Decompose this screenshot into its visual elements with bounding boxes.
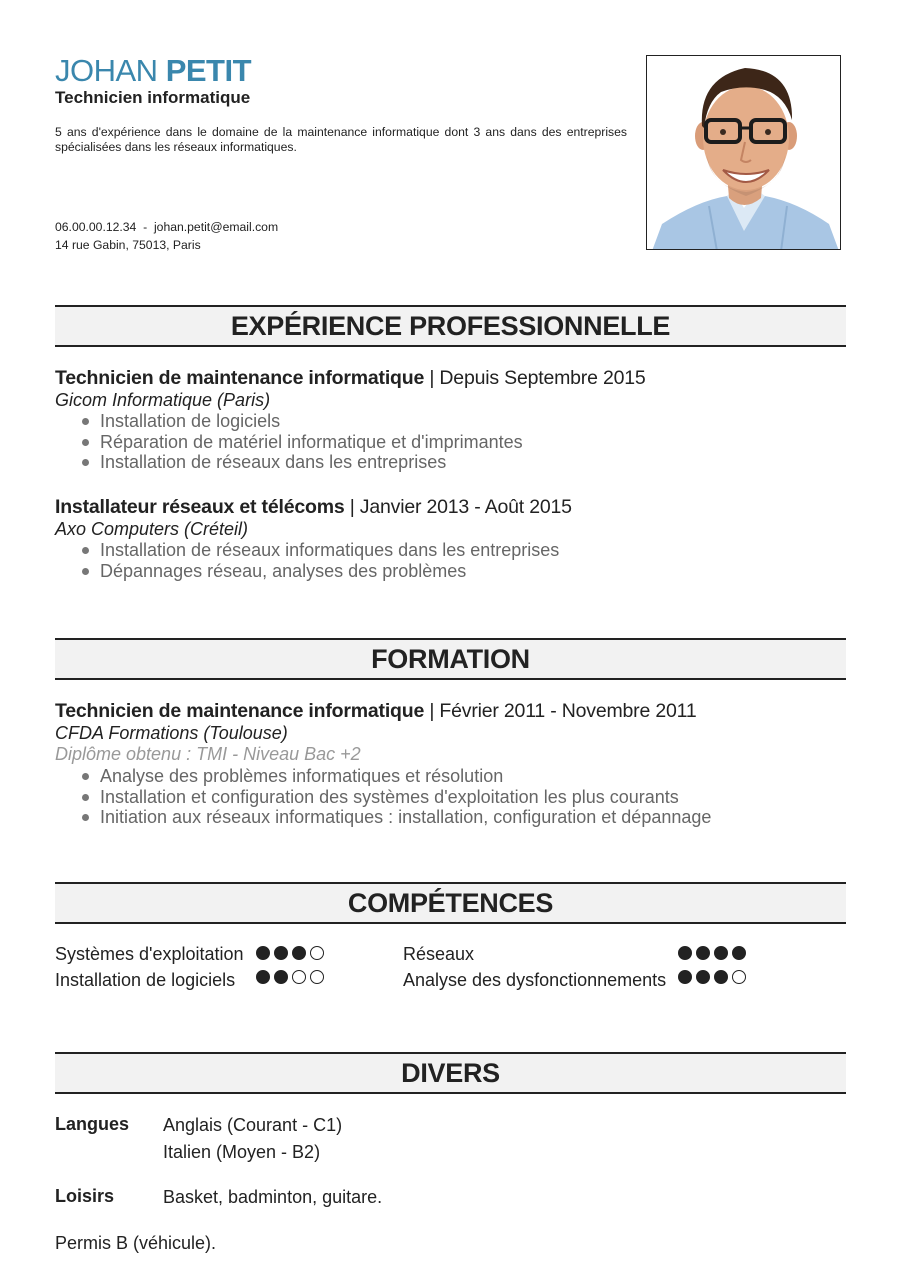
- list-item: [82, 807, 846, 828]
- bullet-icon: [82, 547, 89, 554]
- list-item-text: Dépannages réseau, analyses des problèmes: [100, 560, 467, 581]
- last-name: PETIT: [165, 53, 252, 88]
- skill-rating: [256, 946, 324, 960]
- filled-dot-icon: [714, 946, 728, 960]
- hobbies-label: Loisirs: [55, 1186, 115, 1206]
- empty-dot-icon: [310, 946, 324, 960]
- skill-label: Installation de logiciels: [55, 970, 236, 990]
- entry-period: | Février 2011 - Novembre 2011: [424, 700, 697, 722]
- section-title-misc: DIVERS: [55, 1052, 846, 1094]
- hobbies-value: Basket, badminton, guitare.: [163, 1187, 383, 1207]
- section-title-skills: COMPÉTENCES: [55, 882, 846, 924]
- list-item: [82, 540, 846, 561]
- entry-organization: Gicom Informatique (Paris): [55, 390, 271, 410]
- list-item-text: Installation de réseaux informatiques dans les entreprises: [100, 540, 560, 560]
- entry-role: Installateur réseaux et télécoms: [55, 496, 345, 518]
- filled-dot-icon: [292, 946, 306, 960]
- entry-period: | Depuis Septembre 2015: [424, 367, 646, 389]
- entry-role: Technicien de maintenance informatique: [55, 700, 425, 722]
- phone: 06.00.00.12.34: [55, 220, 137, 234]
- profile-summary: 5 ans d'expérience dans le domaine de la maintenance informatique dont 3 ans dans des entreprises spécialisées dans les réseaux informatiques.: [55, 125, 627, 154]
- entry-heading: [55, 495, 846, 519]
- job-title: Technicien informatique: [55, 88, 251, 107]
- filled-dot-icon: [696, 970, 710, 984]
- empty-dot-icon: [310, 970, 324, 984]
- address: 14 rue Gabin, 75013, Paris: [55, 238, 201, 252]
- list-item: [82, 561, 846, 582]
- entry-bullet-list: [82, 540, 846, 581]
- entry-heading: [55, 366, 846, 390]
- list-item: [82, 411, 846, 432]
- filled-dot-icon: [678, 970, 692, 984]
- filled-dot-icon: [274, 970, 288, 984]
- list-item-text: Installation de logiciels: [100, 411, 281, 431]
- list-item-text: Initiation aux réseaux informatiques : installation, configuration et dépannage: [100, 807, 712, 827]
- empty-dot-icon: [732, 970, 746, 984]
- list-item: [82, 432, 846, 453]
- entry-period: | Janvier 2013 - Août 2015: [344, 496, 572, 518]
- profile-photo: [646, 55, 841, 250]
- filled-dot-icon: [274, 946, 288, 960]
- entry-heading: [55, 699, 846, 723]
- bullet-icon: [82, 459, 89, 466]
- experience-entry: [55, 495, 846, 581]
- skill-label: Analyse des dysfonctionnements: [403, 970, 667, 990]
- list-item-text: Analyse des problèmes informatiques et résolution: [100, 766, 504, 786]
- bullet-icon: [82, 814, 89, 821]
- driving-license: Permis B (véhicule).: [55, 1233, 217, 1253]
- filled-dot-icon: [696, 946, 710, 960]
- skill-rating: [678, 970, 746, 984]
- entry-bullet-list: [82, 766, 846, 828]
- list-item-text: Réparation de matériel informatique et d'imprimantes: [100, 431, 523, 452]
- skill-label: Réseaux: [403, 944, 475, 964]
- list-item: [82, 766, 846, 787]
- section-title-experience: EXPÉRIENCE PROFESSIONNELLE: [55, 305, 846, 347]
- bullet-icon: [82, 568, 89, 575]
- list-item: [82, 452, 846, 473]
- bullet-icon: [82, 794, 89, 801]
- filled-dot-icon: [678, 946, 692, 960]
- languages-label: Langues: [55, 1114, 130, 1134]
- language-item: Italien (Moyen - B2): [163, 1142, 321, 1162]
- skill-rating: [678, 946, 746, 960]
- language-item: Anglais (Courant - C1): [163, 1115, 343, 1135]
- bullet-icon: [82, 439, 89, 446]
- skill-rating: [256, 970, 324, 984]
- portrait-illustration: [647, 56, 841, 250]
- bullet-icon: [82, 773, 89, 780]
- candidate-name: [55, 52, 251, 90]
- contact-info: [55, 218, 278, 254]
- skill-label: Systèmes d'exploitation: [55, 944, 244, 964]
- entry-role: Technicien de maintenance informatique: [55, 367, 425, 389]
- filled-dot-icon: [256, 946, 270, 960]
- bullet-icon: [82, 418, 89, 425]
- list-item: [82, 787, 846, 808]
- list-item-text: Installation et configuration des systèmes d'exploitation les plus courants: [100, 786, 679, 807]
- contact-line: [55, 218, 278, 236]
- first-name: JOHAN: [55, 53, 158, 88]
- filled-dot-icon: [714, 970, 728, 984]
- experience-entry: [55, 366, 846, 473]
- empty-dot-icon: [292, 970, 306, 984]
- filled-dot-icon: [732, 946, 746, 960]
- entry-bullet-list: [82, 411, 846, 473]
- education-entry: [55, 699, 846, 828]
- entry-organization: CFDA Formations (Toulouse): [55, 723, 288, 743]
- contact-separator: -: [143, 220, 148, 234]
- list-item-text: Installation de réseaux dans les entreprises: [100, 452, 447, 472]
- entry-diploma-note: Diplôme obtenu : TMI - Niveau Bac +2: [55, 744, 361, 764]
- section-title-education: FORMATION: [55, 638, 846, 680]
- filled-dot-icon: [256, 970, 270, 984]
- entry-organization: Axo Computers (Créteil): [55, 519, 249, 539]
- email-link[interactable]: johan.petit@email.com: [153, 220, 279, 234]
